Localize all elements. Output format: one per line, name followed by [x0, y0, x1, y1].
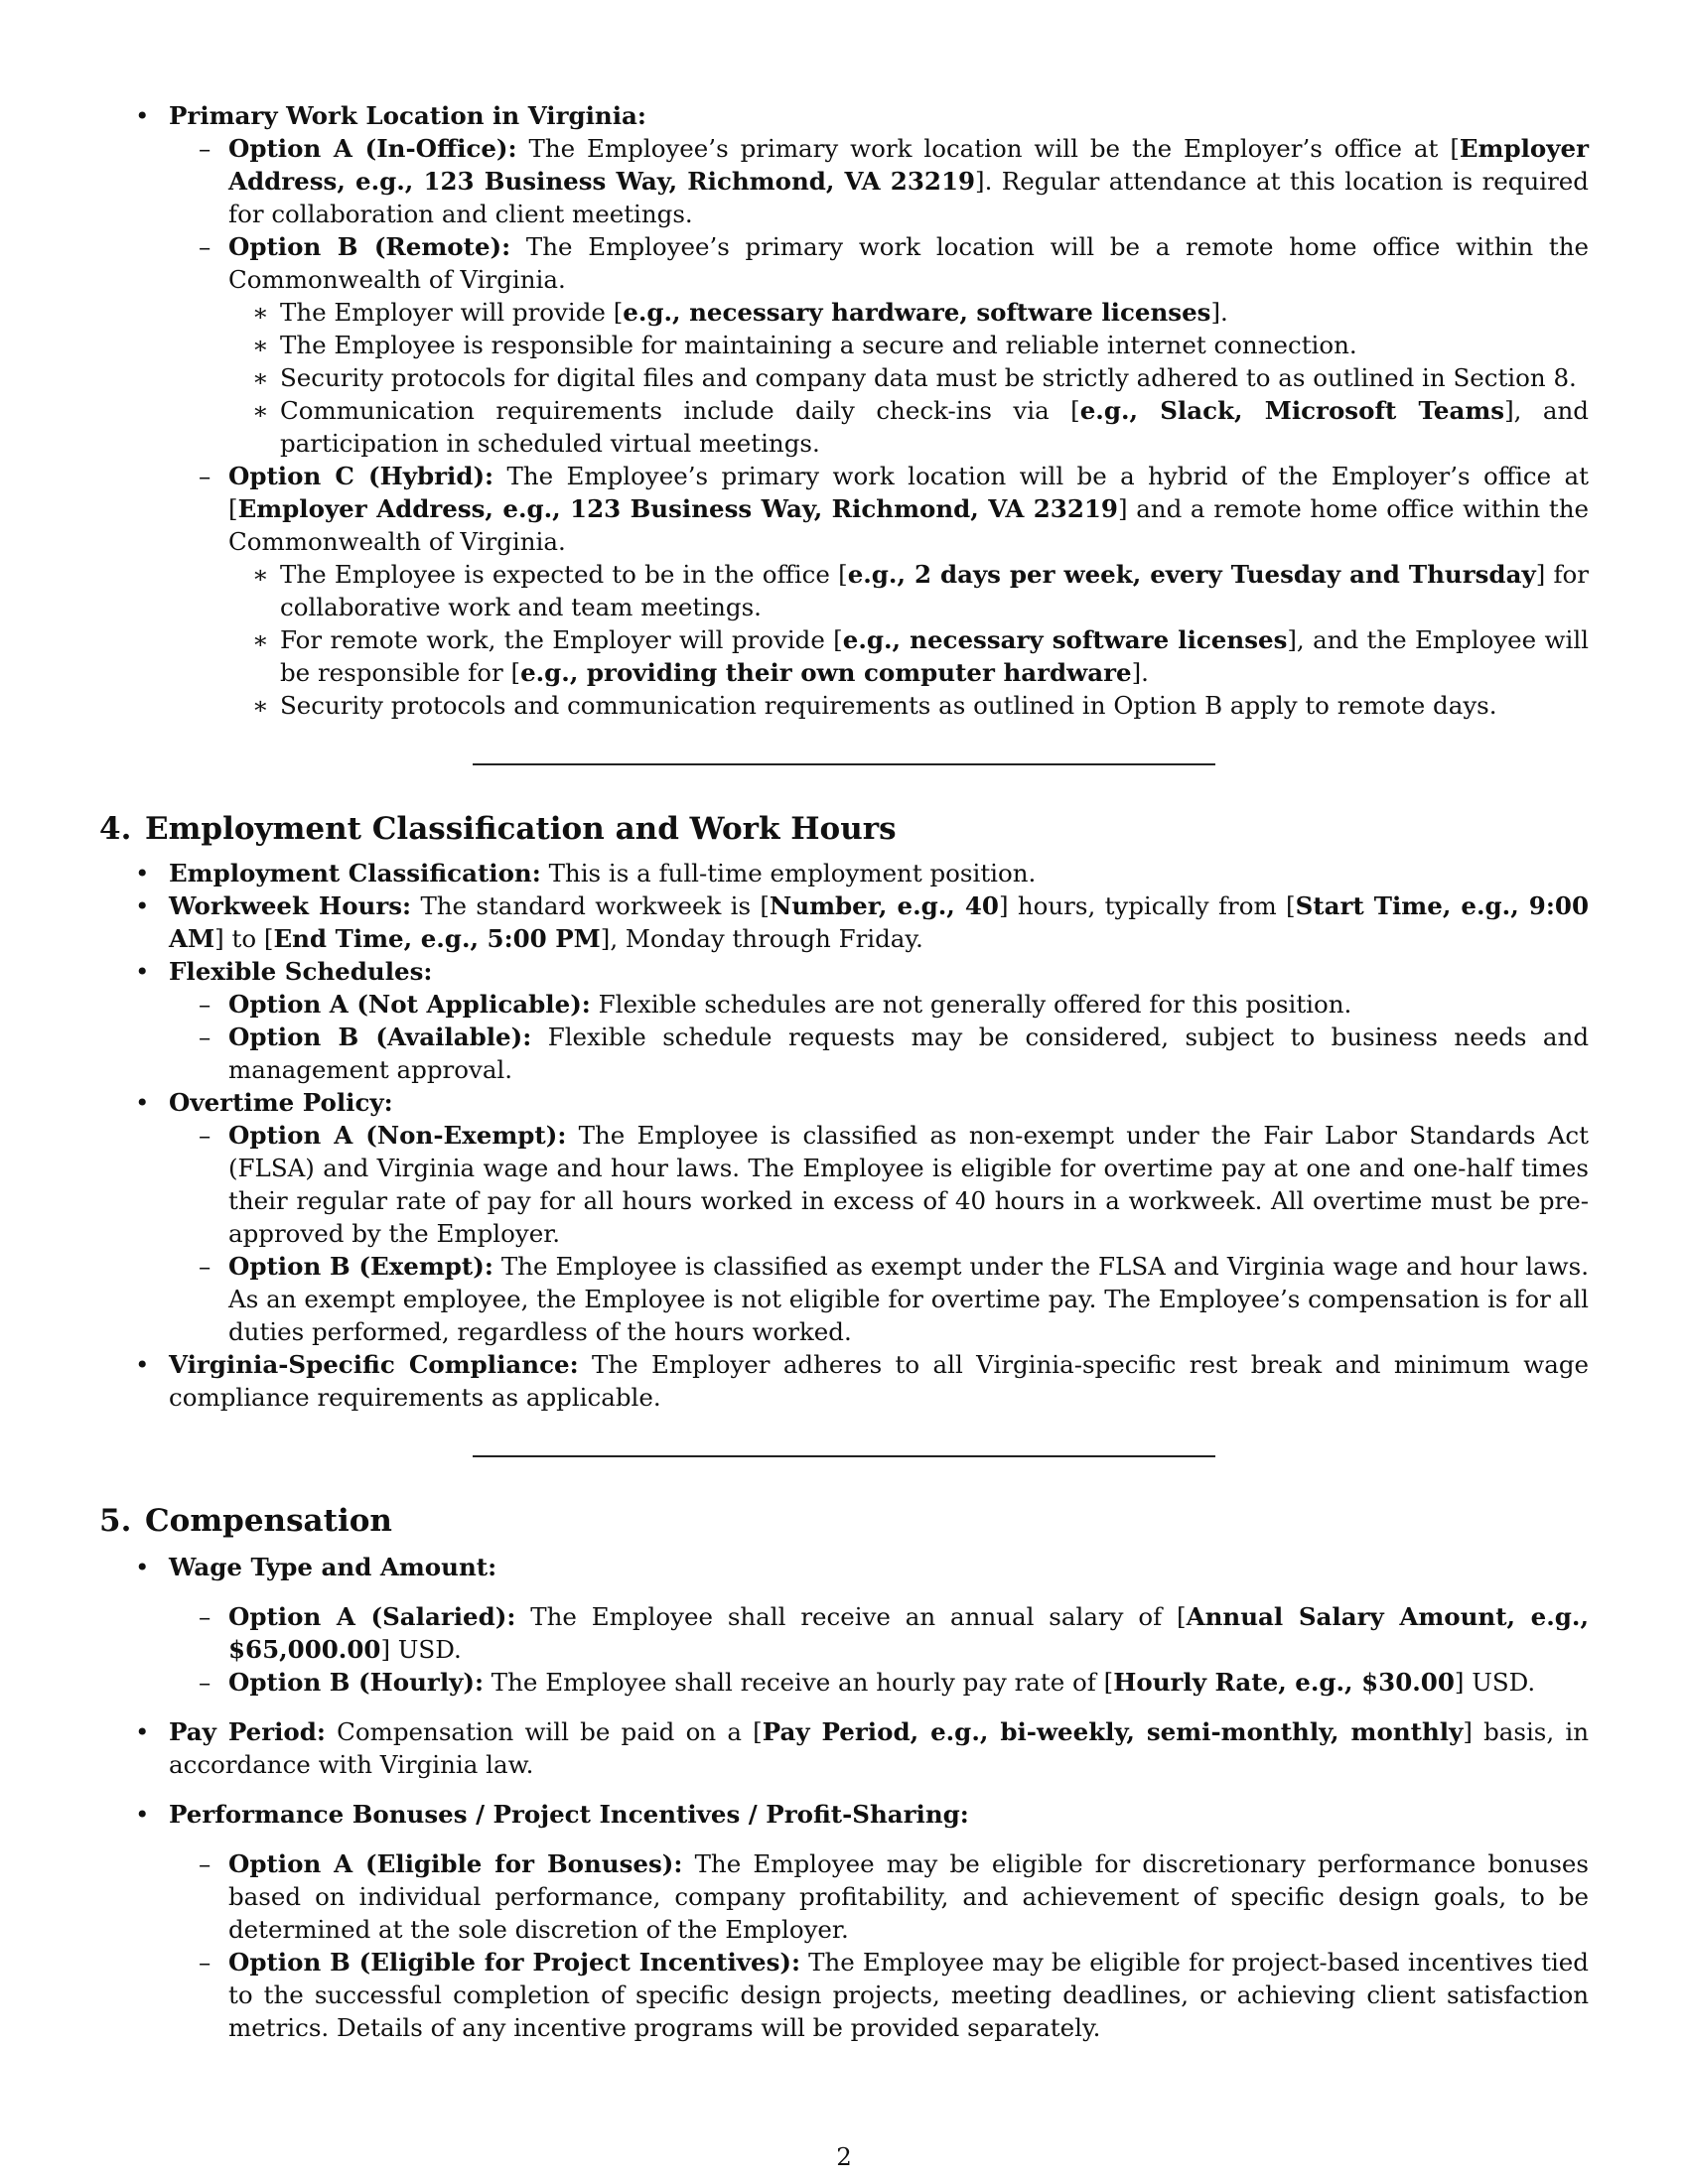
item-label: Performance Bonuses / Project Incentives / Profit-Sharing:: [169, 1800, 969, 1829]
sub-text: The Employer will provide [: [280, 298, 624, 327]
sub-item: [228, 296, 1589, 329]
option-text: The Employee shall receive an annual salary of [: [515, 1602, 1187, 1631]
option-text: The Employee’s primary work location will be a hybrid of the Employer’s office at [: [228, 462, 1589, 523]
option-text: The Employee shall receive an hourly pay rate of [: [484, 1668, 1114, 1697]
item-label: Virginia-Specific Compliance:: [169, 1350, 579, 1379]
item-text: The Employer adheres to all Virginia-specific rest break and minimum wage compliance requirements as applicable.: [169, 1350, 1589, 1412]
section-title: Employment Classification and Work Hours: [145, 811, 897, 847]
flexible-item: [99, 955, 1589, 1086]
option-text: Flexible schedule requests may be considered, subject to business needs and management approval.: [228, 1023, 1590, 1084]
sub-item: [228, 558, 1589, 623]
sub-item: ∗ The Employee is responsible for maintaining a secure and reliable internet connection.: [228, 329, 1589, 361]
option-label: Option A (Not Applicable):: [228, 990, 591, 1019]
item-label: Employment Classification:: [169, 859, 541, 887]
section-divider: [473, 1455, 1215, 1457]
work-location-item: [99, 99, 1589, 722]
section-title: Compensation: [145, 1503, 392, 1539]
placeholder-field: e.g., necessary hardware, software licenses: [623, 298, 1211, 327]
placeholder-field: Employer Address, e.g., 123 Business Way, Richmond, VA 23219: [228, 134, 1589, 196]
item-text: ] hours, typically from [: [998, 891, 1296, 920]
sub-item: [228, 394, 1589, 460]
placeholder-field: Employer Address, e.g., 123 Business Way, Richmond, VA 23219: [237, 494, 1118, 523]
option-label: Option B (Hourly):: [228, 1668, 484, 1697]
option-label: Option A (Salaried):: [228, 1602, 516, 1631]
item-label: Overtime Policy:: [169, 1088, 393, 1117]
item-text: ] to [: [214, 924, 274, 953]
item-text: ], Monday through Friday.: [600, 924, 923, 953]
option-text: The Employee is classified as non-exempt under the Fair Labor Standards Act (FLSA) and Virginia wage and hour laws. The Employee is eligible for overtime pay at one and one-half times their regular rate of pay for all hours worked in excess of 40 hours in a workweek. All overtime must be pre-approved by the Employer.: [228, 1121, 1589, 1248]
option-text: ] USD.: [1454, 1668, 1536, 1697]
section-number: 4.: [99, 811, 132, 847]
item-label: Pay Period:: [169, 1717, 326, 1746]
option-label: Option B (Exempt):: [228, 1252, 493, 1281]
wage-item: [99, 1551, 1589, 1699]
sub-text: ].: [1131, 658, 1149, 687]
option-item: [169, 1946, 1589, 2044]
hybrid-sub-list: [228, 558, 1589, 722]
option-label: Option A (Non-Exempt):: [228, 1121, 567, 1150]
option-text: The Employee may be eligible for project-based incentives tied to the successful completion of specific design projects, meeting deadlines, or achieving client satisfaction metrics. Details of any incentive programs will be provided separately.: [228, 1948, 1589, 2042]
section-heading: [99, 1501, 1589, 1541]
pay-period-item: [99, 1715, 1589, 1781]
section4-list: [99, 857, 1589, 1414]
section-divider: [473, 763, 1215, 765]
placeholder-field: e.g., necessary software licenses: [842, 625, 1288, 654]
option-text: The Employee is classified as exempt under the FLSA and Virginia wage and hour laws. As an exempt employee, the Employee is not eligible for overtime pay. The Employee’s compensation is for all duties performed, regardless of the hours worked.: [228, 1252, 1589, 1346]
sub-text: For remote work, the Employer will provide [: [280, 625, 843, 654]
option-label: Option B (Available):: [228, 1023, 532, 1051]
bonuses-item: [99, 1798, 1589, 2044]
item-label: Workweek Hours:: [169, 891, 412, 920]
placeholder-field: Annual Salary Amount, e.g., $65,000.00: [228, 1602, 1589, 1664]
bonus-options: [169, 1847, 1589, 2044]
sub-item: ∗ Security protocols for digital files and company data must be strictly adhered to as outlined in Section 8.: [228, 361, 1589, 394]
section-heading: [99, 809, 1589, 849]
option-label: Option A (Eligible for Bonuses):: [228, 1849, 683, 1878]
sub-text: ], and participation in scheduled virtual meetings.: [280, 396, 1589, 458]
sub-text: The Employee is expected to be in the office [: [280, 560, 848, 589]
placeholder-field: Start Time, e.g., 9:00 AM: [169, 891, 1589, 953]
work-location-label: Primary Work Location in Virginia:: [169, 101, 646, 130]
option-item: [169, 988, 1589, 1021]
option-item: [169, 1119, 1589, 1250]
option-text: The Employee’s primary work location will be the Employer’s office at [: [516, 134, 1460, 163]
flexible-options: [169, 988, 1589, 1086]
placeholder-field: e.g., Slack, Microsoft Teams: [1079, 396, 1505, 425]
page-number: 2: [836, 2142, 852, 2171]
compliance-item: [99, 1348, 1589, 1414]
option-label: Option A (In-Office):: [228, 134, 517, 163]
work-location-list: [99, 99, 1589, 722]
option-item: [169, 1600, 1589, 1666]
sub-item: ∗ Security protocols and communication requirements as outlined in Option B apply to remote days.: [228, 689, 1589, 722]
classification-item: [99, 857, 1589, 889]
option-item: [169, 1666, 1589, 1699]
option-hybrid: [169, 460, 1589, 722]
option-label: Option C (Hybrid):: [228, 462, 494, 490]
sub-text: ].: [1210, 298, 1228, 327]
item-label: Wage Type and Amount:: [169, 1553, 497, 1581]
sub-text: ], and the Employee will be responsible for [: [280, 625, 1589, 687]
option-text: The Employee may be eligible for discretionary performance bonuses based on individual performance, company profitability, and achievement of specific design goals, to be determined at the sole discretion of the Employer.: [228, 1849, 1589, 1944]
sub-item: [228, 623, 1589, 689]
option-text: The Employee’s primary work location will be a remote home office within the Commonwealth of Virginia.: [228, 232, 1589, 294]
document-body: [99, 99, 1589, 2044]
placeholder-field: e.g., 2 days per week, every Tuesday and Thursday: [847, 560, 1536, 589]
section-number: 5.: [99, 1503, 132, 1539]
overtime-options: [169, 1119, 1589, 1348]
placeholder-field: Hourly Rate, e.g., $30.00: [1113, 1668, 1455, 1697]
option-label: Option B (Remote):: [228, 232, 511, 261]
option-remote: [169, 230, 1589, 460]
remote-sub-list: [228, 296, 1589, 460]
overtime-item: [99, 1086, 1589, 1348]
item-text: Compensation will be paid on a [: [325, 1717, 763, 1746]
placeholder-field: e.g., providing their own computer hardware: [520, 658, 1132, 687]
option-item: [169, 1250, 1589, 1348]
option-item: [169, 1847, 1589, 1946]
option-text: ] and a remote home office within the Commonwealth of Virginia.: [228, 494, 1590, 556]
item-text: This is a full-time employment position.: [540, 859, 1037, 887]
option-text: Flexible schedules are not generally offered for this position.: [590, 990, 1352, 1019]
option-text: ]. Regular attendance at this location is required for collaboration and client meetings.: [228, 167, 1589, 228]
option-text: ] USD.: [380, 1635, 462, 1664]
placeholder-field: Pay Period, e.g., bi-weekly, semi-monthly, monthly: [762, 1717, 1464, 1746]
placeholder-field: End Time, e.g., 5:00 PM: [273, 924, 601, 953]
hours-item: [99, 889, 1589, 955]
item-label: Flexible Schedules:: [169, 957, 433, 986]
item-text: ] basis, in accordance with Virginia law.: [169, 1717, 1589, 1779]
option-label: Option B (Eligible for Project Incentives):: [228, 1948, 801, 1977]
work-location-options: [169, 132, 1589, 722]
wage-options: [169, 1600, 1589, 1699]
option-in-office: [169, 132, 1589, 230]
option-item: [169, 1021, 1589, 1086]
section5-list: [99, 1551, 1589, 2044]
sub-text: Communication requirements include daily check-ins via [: [280, 396, 1080, 425]
placeholder-field: Number, e.g., 40: [769, 891, 999, 920]
item-text: The standard workweek is [: [411, 891, 770, 920]
sub-text: ] for collaborative work and team meetings.: [280, 560, 1589, 621]
